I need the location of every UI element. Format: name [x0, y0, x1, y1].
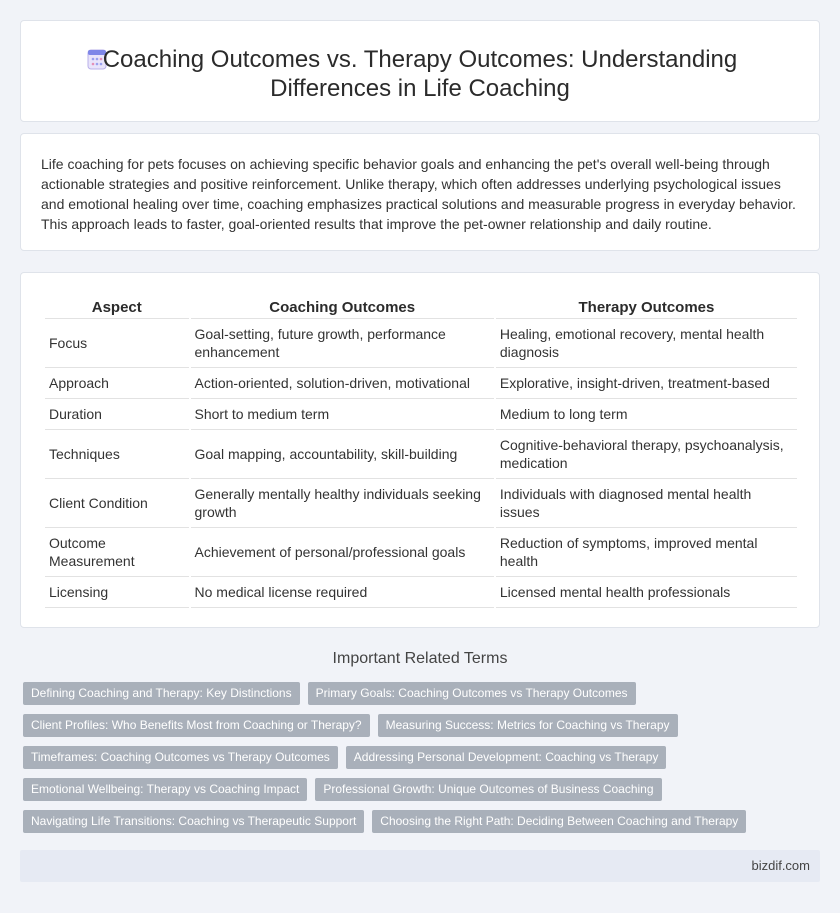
related-term-tag[interactable]: Timeframes: Coaching Outcomes vs Therapy Outcomes	[23, 746, 338, 769]
table-cell-therapy: Individuals with diagnosed mental health issues	[496, 479, 797, 528]
related-term-tag[interactable]: Professional Growth: Unique Outcomes of Business Coaching	[315, 778, 661, 801]
table-row	[45, 319, 797, 368]
header-aspect: Aspect	[45, 297, 189, 319]
table-cell-coaching: No medical license required	[191, 577, 494, 608]
table-cell-coaching: Action-oriented, solution-driven, motivational	[191, 368, 494, 399]
related-term-tag[interactable]: Emotional Wellbeing: Therapy vs Coaching Impact	[23, 778, 307, 801]
table-header-row	[45, 297, 797, 319]
table-cell-coaching: Goal-setting, future growth, performance enhancement	[191, 319, 494, 368]
related-term-tag[interactable]: Defining Coaching and Therapy: Key Distinctions	[23, 682, 300, 705]
table-cell-coaching: Achievement of personal/professional goals	[191, 528, 494, 577]
table-cell-therapy: Reduction of symptoms, improved mental health	[496, 528, 797, 577]
intro-card	[20, 133, 820, 251]
intro-text: Life coaching for pets focuses on achieving specific behavior goals and enhancing the pet's overall well-being through actionable strategies and positive reinforcement. Unlike therapy, which often addresses underlying psychological issues and emotional healing over time, coaching emphasizes practical solutions and measurable progress in everyday behavior. This approach leads to faster, goal-oriented results that improve the pet-owner relationship and daily routine.	[41, 156, 796, 232]
footer-bar	[20, 850, 820, 882]
table-cell-aspect: Licensing	[45, 577, 189, 608]
related-term-tag[interactable]: Primary Goals: Coaching Outcomes vs Therapy Outcomes	[308, 682, 636, 705]
table-cell-therapy: Explorative, insight-driven, treatment-based	[496, 368, 797, 399]
table-row	[45, 577, 797, 608]
related-terms-list	[23, 682, 803, 833]
page-title: Coaching Outcomes vs. Therapy Outcomes: Understanding Differences in Life Coaching	[102, 46, 738, 102]
table-cell-aspect: Approach	[45, 368, 189, 399]
related-term-tag[interactable]: Addressing Personal Development: Coaching vs Therapy	[346, 746, 667, 769]
table-cell-aspect: Techniques	[45, 430, 189, 479]
table-row	[45, 479, 797, 528]
table-cell-aspect: Duration	[45, 399, 189, 430]
table-row	[45, 368, 797, 399]
table-cell-coaching: Goal mapping, accountability, skill-building	[191, 430, 494, 479]
comparison-table	[43, 297, 799, 608]
table-cell-coaching: Generally mentally healthy individuals seeking growth	[191, 479, 494, 528]
table-cell-aspect: Outcome Measurement	[45, 528, 189, 577]
table-cell-coaching: Short to medium term	[191, 399, 494, 430]
table-cell-therapy: Cognitive-behavioral therapy, psychoanalysis, medication	[496, 430, 797, 479]
related-term-tag[interactable]: Navigating Life Transitions: Coaching vs Therapeutic Support	[23, 810, 364, 833]
comparison-table-card	[20, 272, 820, 628]
header-therapy-outcomes: Therapy Outcomes	[496, 297, 797, 319]
table-cell-aspect: Client Condition	[45, 479, 189, 528]
header-coaching-outcomes: Coaching Outcomes	[191, 297, 494, 319]
table-row	[45, 430, 797, 479]
related-terms-title: Important Related Terms	[332, 650, 508, 667]
table-cell-therapy: Medium to long term	[496, 399, 797, 430]
related-term-tag[interactable]: Choosing the Right Path: Deciding Between Coaching and Therapy	[372, 810, 746, 833]
header-card	[20, 20, 820, 122]
table-row	[45, 528, 797, 577]
table-row	[45, 399, 797, 430]
related-term-tag[interactable]: Measuring Success: Metrics for Coaching vs Therapy	[378, 714, 678, 737]
table-cell-therapy: Licensed mental health professionals	[496, 577, 797, 608]
footer-site-name: bizdif.com	[751, 858, 810, 873]
related-term-tag[interactable]: Client Profiles: Who Benefits Most from Coaching or Therapy?	[23, 714, 370, 737]
table-cell-aspect: Focus	[45, 319, 189, 368]
table-cell-therapy: Healing, emotional recovery, mental health diagnosis	[496, 319, 797, 368]
